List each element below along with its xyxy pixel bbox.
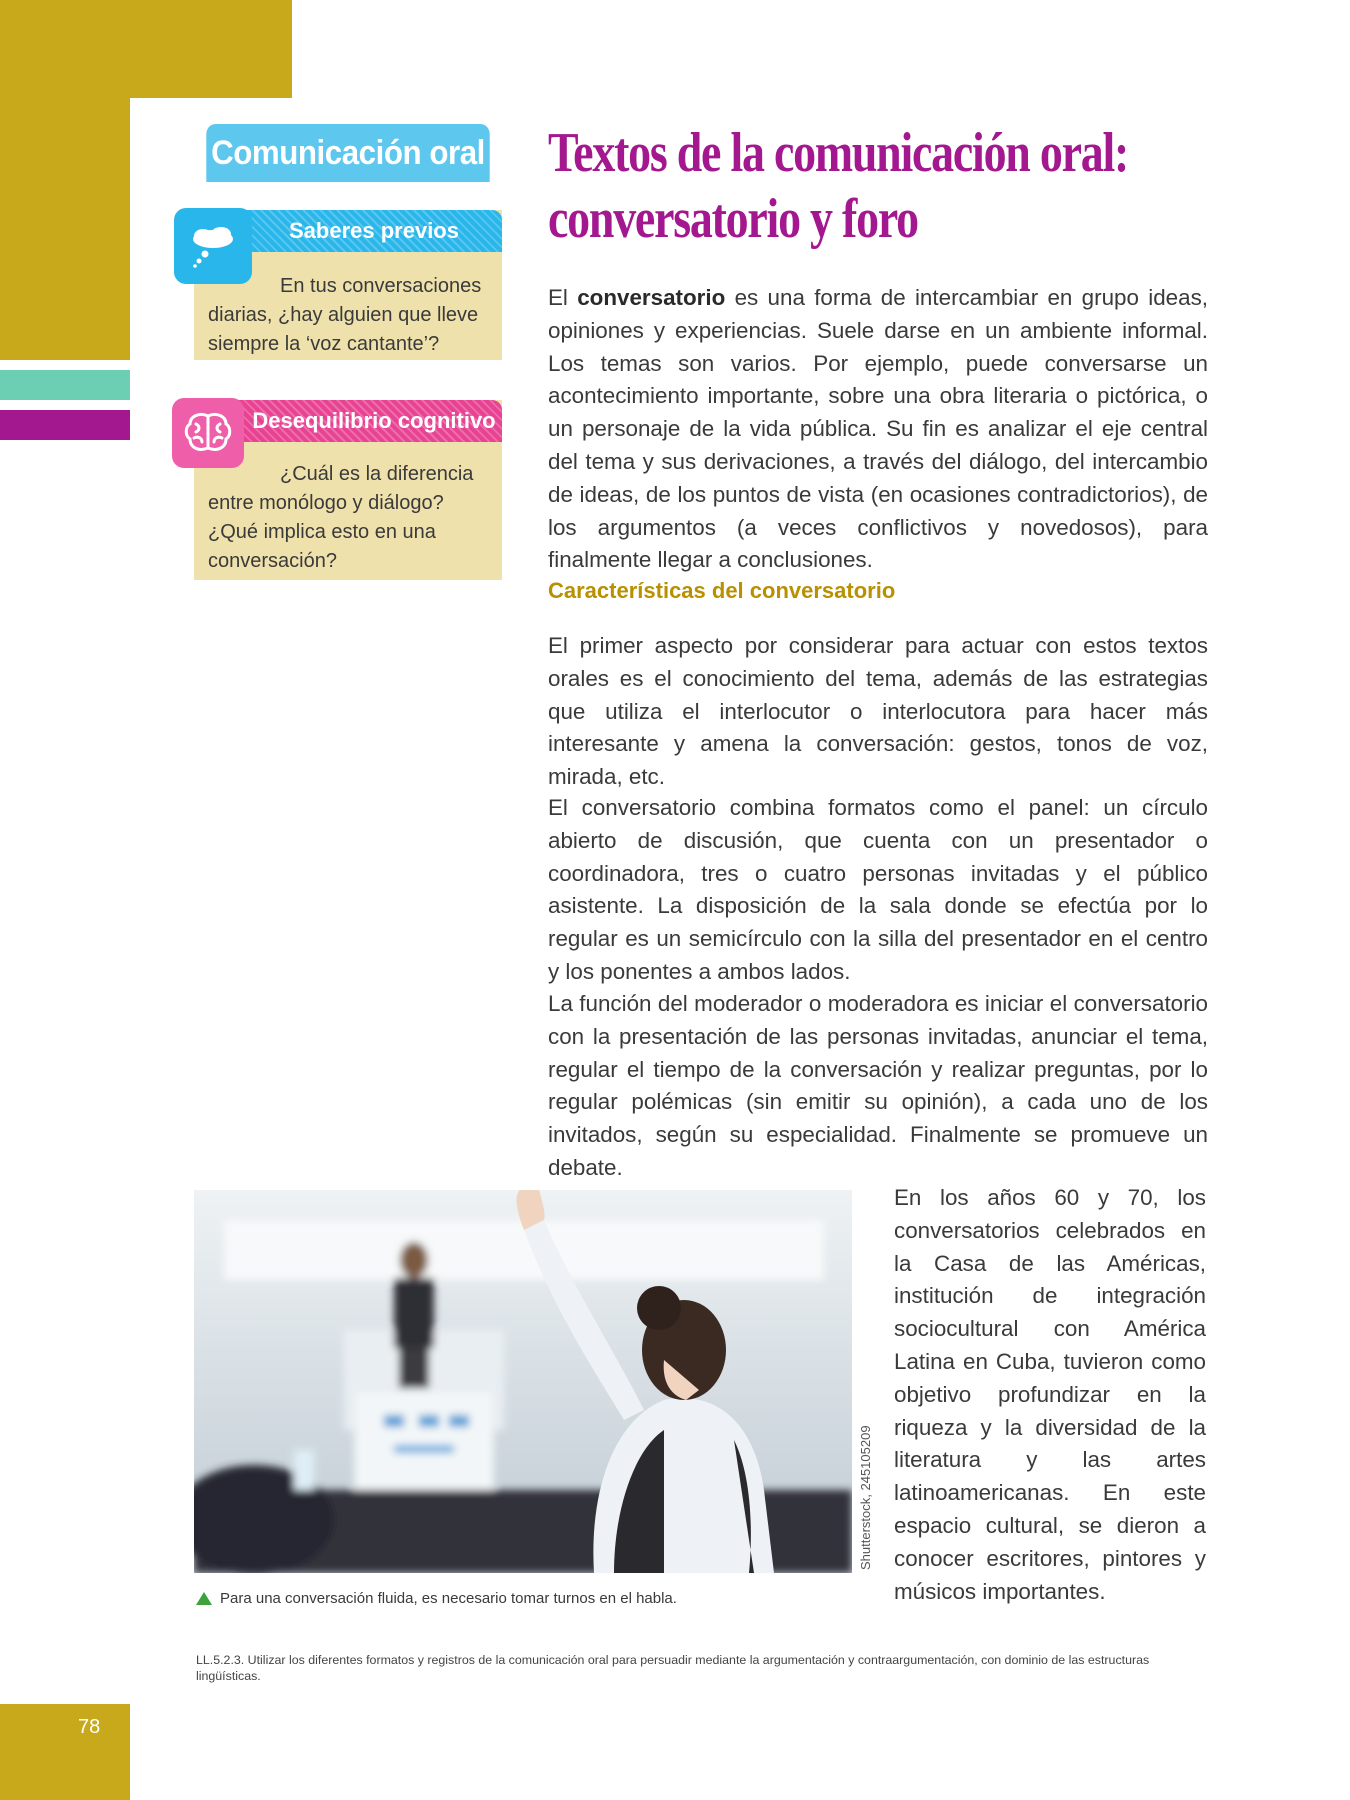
- saberes-previos-box: [194, 210, 502, 360]
- section-banner: Comunicación oral: [206, 124, 489, 182]
- title-line-1: Textos de la comunicación oral:: [548, 122, 1129, 184]
- curriculum-footnote: LL.5.2.3. Utilizar los diferentes formatos y registros de la comunicación oral para persuadir mediante la argumentación y contraargumentación, con dominio de las estructuras lingüísticas.: [196, 1653, 1150, 1683]
- title-line-2: conversatorio y foro: [548, 188, 918, 250]
- intro-paragraph: [548, 282, 1208, 573]
- intro-bold-term: conversatorio: [577, 285, 726, 310]
- intro-start: El: [548, 285, 578, 310]
- paragraph-2: El primer aspecto por considerar para actuar con estos textos orales es el conocimiento del tema, además de las estrategias que utiliza el interlocutor o interlocutora para hacer más interesante y amena la conversación: gestos, tonos de voz, mirada, etc.: [548, 633, 1208, 790]
- decorative-purple-stripe: [0, 410, 130, 440]
- decorative-left-band: [0, 0, 130, 360]
- saberes-previos-text: En tus conversaciones diarias, ¿hay alguien que lleve siempre la ‘voz cantante’?: [208, 275, 482, 355]
- photo-credit: Shutterstock, 245105209: [858, 1425, 873, 1570]
- desequilibrio-cognitivo-box: [194, 400, 502, 580]
- intro-rest: es una forma de intercambiar en grupo ideas, opiniones y experiencias. Suele darse en un ambiente informal. Los temas son varios. Por ejemplo, puede conversarse un acontecimiento importante, sobre una obra literaria o pictórica, o un personaje de la vida pública. Su fin es analizar el eje central del tema y sus derivaciones, a través del diálogo, del intercambio de ideas, de los puntos de vista (en ocasiones contradictorios), de los argumentos (a veces conflictivos y novedosos), para finalmente llegar a conclusiones.: [548, 285, 1208, 573]
- saberes-previos-header: Saberes previos: [194, 210, 502, 252]
- paragraph-4: La función del moderador o moderadora es iniciar el conversatorio con la presentación de las personas invitadas, anunciar el tema, regular el tiempo de la conversación y realizar preguntas, por lo regular polémicas (sin emitir su opinión), a cada uno de los invitados, según su especialidad. Finalmente se promueve un debate.: [548, 991, 1208, 1180]
- caption-text: Para una conversación fluida, es necesario tomar turnos en el habla.: [220, 1590, 677, 1607]
- decorative-bottom-band: [0, 1704, 130, 1800]
- decorative-teal-stripe: [0, 370, 130, 400]
- photo-caption: [196, 1590, 677, 1607]
- side-paragraph: En los años 60 y 70, los conversatorios celebrados en la Casa de las Américas, institución de integración sociocultural con América Latina en Cuba, tuvieron como objetivo profundizar en la riqueza y la diversidad de la literatura y las artes latinoamericanas. En este espacio cultural, se dieron a conocer escritores, pintores y músicos importantes.: [894, 1185, 1206, 1604]
- brain-icon: [172, 398, 244, 468]
- page-number: 78: [78, 1716, 101, 1738]
- desequilibrio-cognitivo-header: Desequilibrio cognitivo: [194, 400, 502, 442]
- triangle-marker-icon: [196, 1592, 212, 1605]
- desequilibrio-cognitivo-text: ¿Cuál es la diferencia entre monólogo y diálogo? ¿Qué implica esto en una conversación?: [208, 463, 474, 572]
- page-title: [548, 120, 1308, 252]
- conference-photo: [194, 1190, 852, 1573]
- section-subheading: Características del conversatorio: [548, 578, 896, 603]
- paragraph-3: El conversatorio combina formatos como el panel: un círculo abierto de discusión, que cuenta con un presentador o coordinadora, tres o cuatro personas invitadas y el público asistente. La disposición de la sala donde se efectúa por lo regular es un semicírculo con la silla del presentador en el centro y los ponentes a ambos lados.: [548, 795, 1208, 984]
